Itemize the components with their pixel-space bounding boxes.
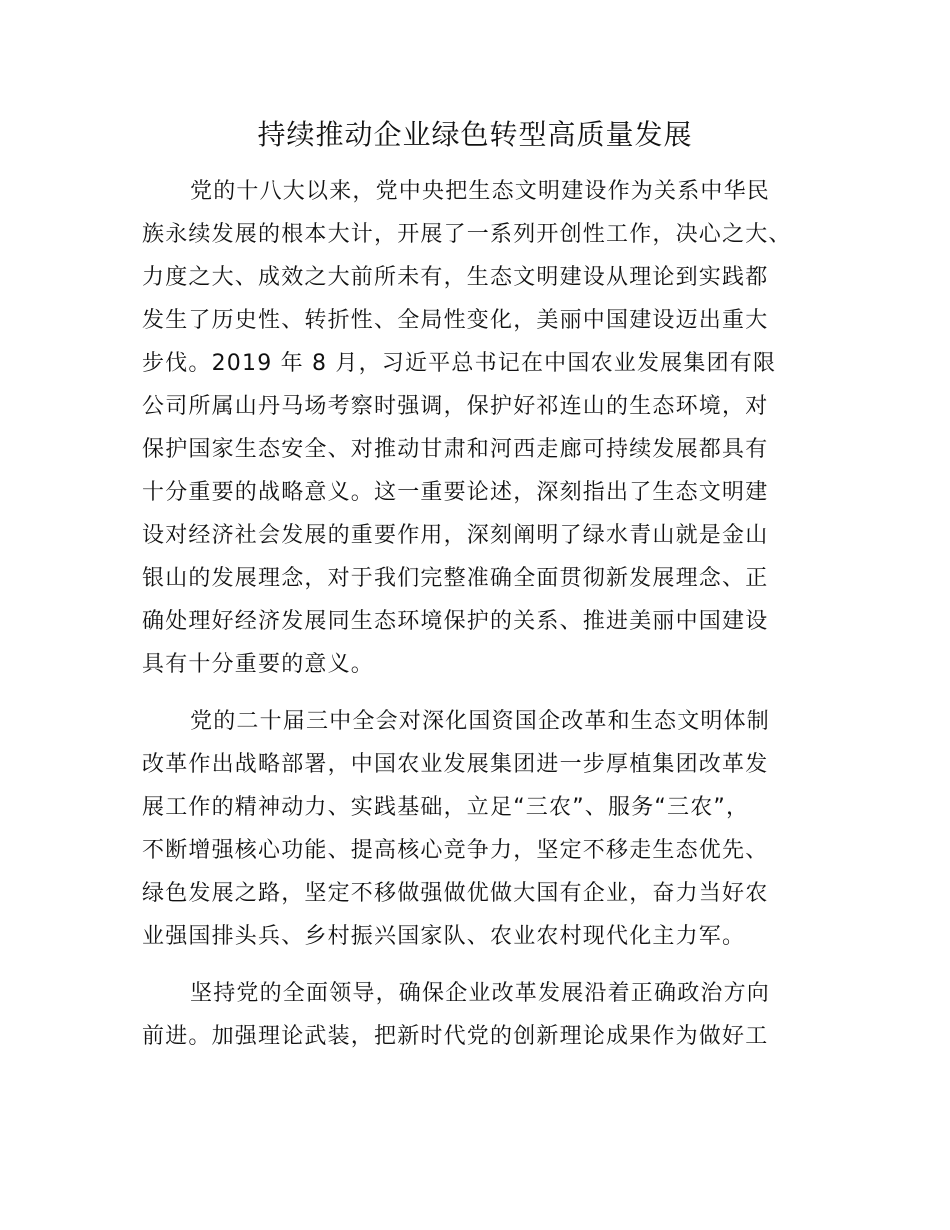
paragraph-line: 不断增强核心功能、提高核心竞争力，坚定不移走生态优先、	[142, 838, 769, 863]
paragraph-line: 设对经济社会发展的重要作用，深刻阐明了绿水青山就是金山	[142, 523, 769, 548]
paragraph-line: 银山的发展理念，对于我们完整准确全面贯彻新发展理念、正	[142, 566, 769, 591]
paragraph-line: 十分重要的战略意义。这一重要论述，深刻指出了生态文明建	[142, 480, 769, 505]
paragraph-line: 前进。加强理论武装，把新时代党的创新理论成果作为做好工	[142, 1024, 769, 1049]
paragraph-line: 力度之大、成效之大前所未有，生态文明建设从理论到实践都	[142, 265, 769, 290]
paragraph-line: 族永续发展的根本大计，开展了一系列开创性工作，决心之大、	[142, 222, 792, 247]
paragraph-line: 保护国家生态安全、对推动甘肃和河西走廊可持续发展都具有	[142, 437, 769, 462]
paragraph-line: 党的二十届三中全会对深化国资国企改革和生态文明体制	[190, 709, 771, 734]
document-title: 持续推动企业绿色转型高质量发展	[257, 118, 693, 151]
paragraph-line: 发生了历史性、转折性、全局性变化，美丽中国建设迈出重大	[142, 308, 769, 333]
paragraph-line: 具有十分重要的意义。	[142, 652, 375, 677]
paragraph-line: 公司所属山丹马场考察时强调，保护好祁连山的生态环境，对	[142, 394, 769, 419]
paragraph-line: 业强国排头兵、乡村振兴国家队、农业农村现代化主力军。	[142, 924, 746, 949]
paragraph-line: 步伐。2019 年 8 月，习近平总书记在中国农业发展集团有限	[142, 351, 777, 376]
paragraph-line: 绿色发展之路，坚定不移做强做优做大国有企业，奋力当好农	[142, 881, 769, 906]
paragraph-line: 改革作出战略部署，中国农业发展集团进一步厚植集团改革发	[142, 752, 769, 777]
paragraph-line: 党的十八大以来，党中央把生态文明建设作为关系中华民	[190, 179, 771, 204]
paragraph-line: 坚持党的全面领导，确保企业改革发展沿着正确政治方向	[190, 981, 771, 1006]
paragraph-line: 展工作的精神动力、实践基础，立足“三农”、服务“三农”，	[142, 795, 750, 820]
paragraph-line: 确处理好经济发展同生态环境保护的关系、推进美丽中国建设	[142, 609, 769, 634]
